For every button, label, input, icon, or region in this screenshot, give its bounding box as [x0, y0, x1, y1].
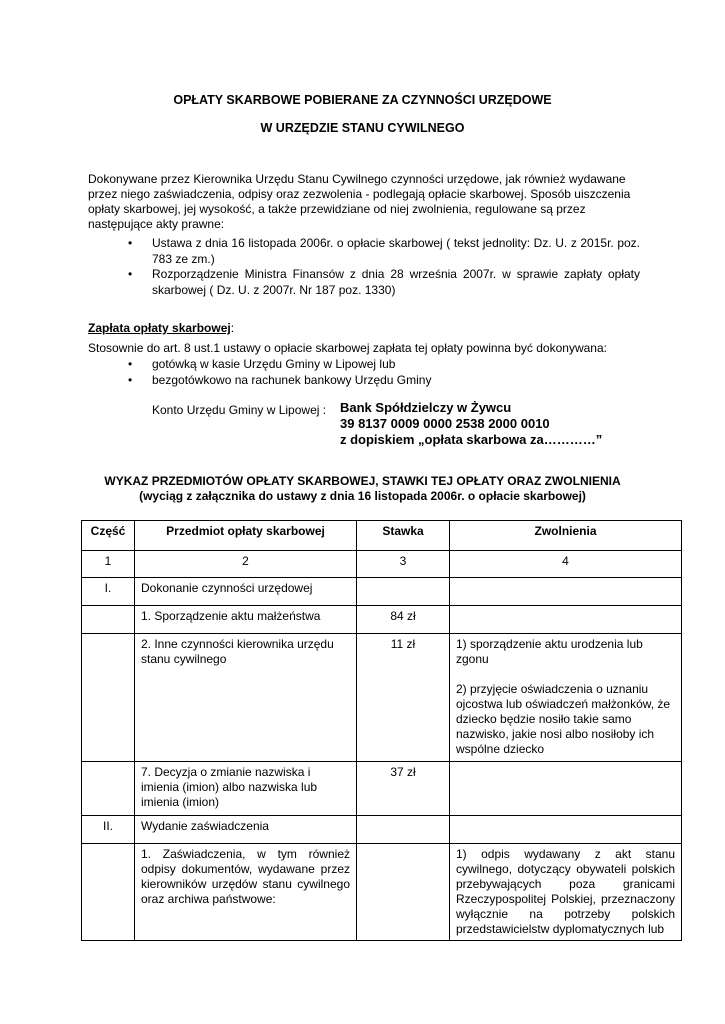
bullet-icon: • — [128, 372, 133, 387]
fee-exemptions: 1) odpis wydawany z akt stanu cywilnego, dotyczący obywateli polskich przebywających poza granicami Rzeczypospolitej Polskiej, przeznaczony wyłącznie na potrzeby polskich przedstawicielstw dyplomatycznych lub — [450, 844, 682, 941]
fee-subject: 1. Sporządzenie aktu małżeństwa — [135, 606, 357, 634]
legal-act-text: Rozporządzenie Ministra Finansów z dnia 28 września 2007r. w sprawie zapłaty opłaty skarbowej ( Dz. U. z 2007r. Nr 187 poz. 1330) — [152, 267, 640, 297]
section-title: Wydanie zaświadczenia — [135, 816, 357, 844]
column-header-rate: Stawka — [357, 521, 450, 551]
bullet-icon: • — [128, 236, 133, 250]
table-row — [82, 606, 682, 634]
fee-rate: 11 zł — [357, 634, 450, 762]
empty-cell — [450, 762, 682, 816]
table-row — [82, 634, 682, 762]
column-header-exemptions: Zwolnienia — [450, 521, 682, 551]
column-number: 1 — [82, 551, 135, 578]
document-subtitle: W URZĘDZIE STANU CYWILNEGO — [260, 121, 465, 135]
empty-cell — [82, 606, 135, 634]
empty-cell — [357, 578, 450, 606]
empty-cell — [82, 844, 135, 941]
payment-method-text: gotówką w kasie Urzędu Gminy w Lipowej lub — [152, 357, 396, 371]
legal-act-text: Ustawa z dnia 16 listopada 2006r. o opłacie skarbowej ( tekst jednolity: Dz. U. z 2015r. poz. 783 ze zm.) — [152, 236, 640, 266]
section-part: I. — [82, 578, 135, 606]
list-item — [120, 357, 640, 373]
bullet-icon: • — [128, 267, 133, 281]
empty-cell — [82, 634, 135, 762]
fee-subject: 1. Zaświadczenia, w tym również odpisy dokumentów, wydawane przez kierowników urzędów stanu cywilnego oraz archiwa państwowe: — [135, 844, 357, 941]
fee-list-heading: WYKAZ PRZEDMIOTÓW OPŁATY SKARBOWEJ, STAWKI TEJ OPŁATY ORAZ ZWOLNIENIA — [104, 474, 621, 488]
table-row — [82, 551, 682, 578]
legal-acts-list — [120, 236, 640, 298]
bank-name: Bank Spółdzielczy w Żywcu — [340, 400, 512, 415]
fee-table — [81, 520, 682, 941]
column-number: 4 — [450, 551, 682, 578]
fee-rate: 84 zł — [357, 606, 450, 634]
empty-cell — [450, 816, 682, 844]
table-row — [82, 578, 682, 606]
account-number: 39 8137 0009 0000 2538 2000 0010 — [340, 416, 550, 431]
table-row — [82, 762, 682, 816]
empty-cell — [450, 578, 682, 606]
fee-list-subheading: (wyciąg z załącznika do ustawy z dnia 16 listopada 2006r. o opłacie skarbowej) — [139, 489, 586, 503]
empty-cell — [450, 606, 682, 634]
fee-subject: 2. Inne czynności kierownika urzędu stanu cywilnego — [135, 634, 357, 762]
fee-subject: 7. Decyzja o zmianie nazwiska i imienia (imion) albo nazwiska lub imienia (imion) — [135, 762, 357, 816]
list-item — [120, 267, 640, 298]
fee-exemptions — [450, 634, 682, 762]
payment-method-text: bezgotówkowo na rachunek bankowy Urzędu Gminy — [152, 372, 432, 387]
table-header-row — [82, 521, 682, 551]
section-title: Dokonanie czynności urzędowej — [135, 578, 357, 606]
section-part: II. — [82, 816, 135, 844]
exemption-text: 1) sporządzenie aktu urodzenia lub zgonu — [456, 637, 643, 666]
account-note: z dopiskiem „opłata skarbowa za…………” — [340, 432, 603, 447]
column-header-subject: Przedmiot opłaty skarbowej — [135, 521, 357, 551]
list-item — [120, 373, 640, 389]
column-header-part: Część — [82, 521, 135, 551]
fee-rate: 37 zł — [357, 762, 450, 816]
exemption-text: 2) przyjęcie oświadczenia o uznaniu ojcostwa lub oświadczeń małżonków, że dziecko będzie nosiło takie samo nazwisko, jakie nosi albo nosiłoby ich wspólne dziecko — [456, 682, 671, 756]
column-number: 2 — [135, 551, 357, 578]
empty-cell — [357, 816, 450, 844]
payment-text: Stosownie do art. 8 ust.1 ustawy o opłacie skarbowej zapłata tej opłaty powinna być dokonywana: — [88, 341, 607, 355]
list-item — [120, 236, 640, 267]
document-title: OPŁATY SKARBOWE POBIERANE ZA CZYNNOŚCI URZĘDOWE — [173, 93, 552, 107]
table-row — [82, 844, 682, 941]
account-label: Konto Urzędu Gminy w Lipowej : — [152, 403, 327, 417]
payment-heading-wrap — [88, 321, 234, 335]
empty-cell — [82, 762, 135, 816]
payment-heading-colon: : — [230, 321, 235, 335]
fee-rate — [357, 844, 450, 941]
table-row — [82, 816, 682, 844]
payment-heading: Zapłata opłaty skarbowej — [88, 321, 231, 335]
bullet-icon: • — [128, 357, 133, 371]
intro-paragraph: Dokonywane przez Kierownika Urzędu Stanu Cywilnego czynności urzędowe, jak również wydawane przez niego zaświadczenia, odpisy oraz zezwolenia - podlegają opłacie skarbowej. Sposób uiszczenia opłaty skarbowej, jej wysokość, a także przewidziane od niej zwolnienia, regulowane są przez następujące akty prawne: — [88, 172, 631, 231]
column-number: 3 — [357, 551, 450, 578]
payment-methods-list — [120, 357, 640, 388]
